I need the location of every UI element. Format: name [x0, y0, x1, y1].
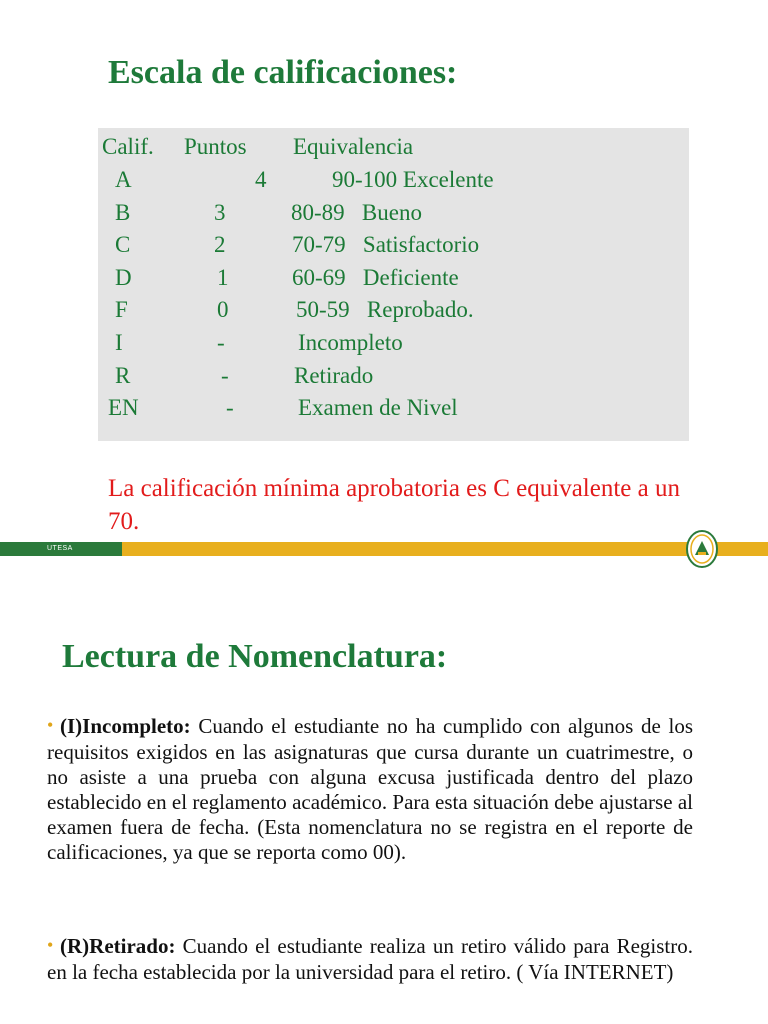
- points-cell: 2: [214, 232, 226, 257]
- points-cell: 1: [217, 265, 229, 290]
- grading-scale-table: [98, 128, 689, 441]
- points-cell: 4: [255, 167, 267, 192]
- equivalence-cell: Incompleto: [298, 330, 403, 355]
- grade-cell: EN: [108, 395, 139, 420]
- bullet-marker: •: [47, 715, 54, 735]
- item-term: (R)Retirado:: [60, 934, 176, 958]
- equivalence-cell: 70-79 Satisfactorio: [292, 232, 480, 257]
- equivalence-cell: 80-89 Bueno: [291, 200, 422, 225]
- points-cell: 0: [217, 297, 229, 322]
- item-description: Cuando el estudiante no ha cumplido con algunos de los requisitos exigidos en las asignaturas que cursa durante un cuatrimestre, o no asiste a una prueba con alguna excusa justificada dentro del plazo establecido en el reglamento académico. Para esta situación debe ajustarse al examen fuera de fecha. (Esta nomenclatura no se registra en el reporte de calificaciones, ya que se reporta como 00).: [47, 714, 693, 864]
- column-header-equivalencia: Equivalencia: [293, 134, 414, 159]
- grade-cell: I: [115, 330, 123, 355]
- equivalence-cell: 90-100 Excelente: [332, 167, 494, 192]
- nomenclature-item-retirado: [47, 934, 693, 985]
- column-header-puntos: Puntos: [184, 134, 247, 159]
- points-cell: -: [221, 363, 229, 388]
- column-header-calif: Calif.: [102, 134, 154, 159]
- university-seal-icon: [686, 530, 718, 568]
- item-term: (I)Incompleto:: [60, 714, 191, 738]
- grade-cell: C: [115, 232, 131, 257]
- grade-cell: A: [115, 167, 132, 192]
- slide-title-nomenclature: Lectura de Nomenclatura:: [62, 638, 448, 675]
- equivalence-cell: 50-59 Reprobado.: [296, 297, 474, 322]
- grade-cell: B: [115, 200, 131, 225]
- points-cell: -: [217, 330, 225, 355]
- equivalence-cell: Examen de Nivel: [298, 395, 458, 420]
- points-cell: 3: [214, 200, 226, 225]
- bullet-marker: •: [47, 935, 54, 955]
- footer-brand-label: UTESA: [47, 545, 73, 552]
- equivalence-cell: 60-69 Deficiente: [292, 265, 459, 290]
- item-description: Cuando el estudiante realiza un retiro válido para Registro. en la fecha establecida por la universidad para el retiro. ( Vía INTERNET): [47, 934, 693, 984]
- minimum-grade-note: La calificación mínima aprobatoria es C equivalente a un 70.: [108, 475, 680, 535]
- slide-title-grading-scale: Escala de calificaciones:: [108, 54, 458, 91]
- nomenclature-item-incompleto: [47, 714, 693, 865]
- grade-cell: D: [115, 265, 132, 290]
- points-cell: -: [226, 395, 234, 420]
- grade-cell: R: [115, 363, 131, 388]
- equivalence-cell: Retirado: [294, 363, 374, 388]
- grade-cell: F: [115, 297, 128, 322]
